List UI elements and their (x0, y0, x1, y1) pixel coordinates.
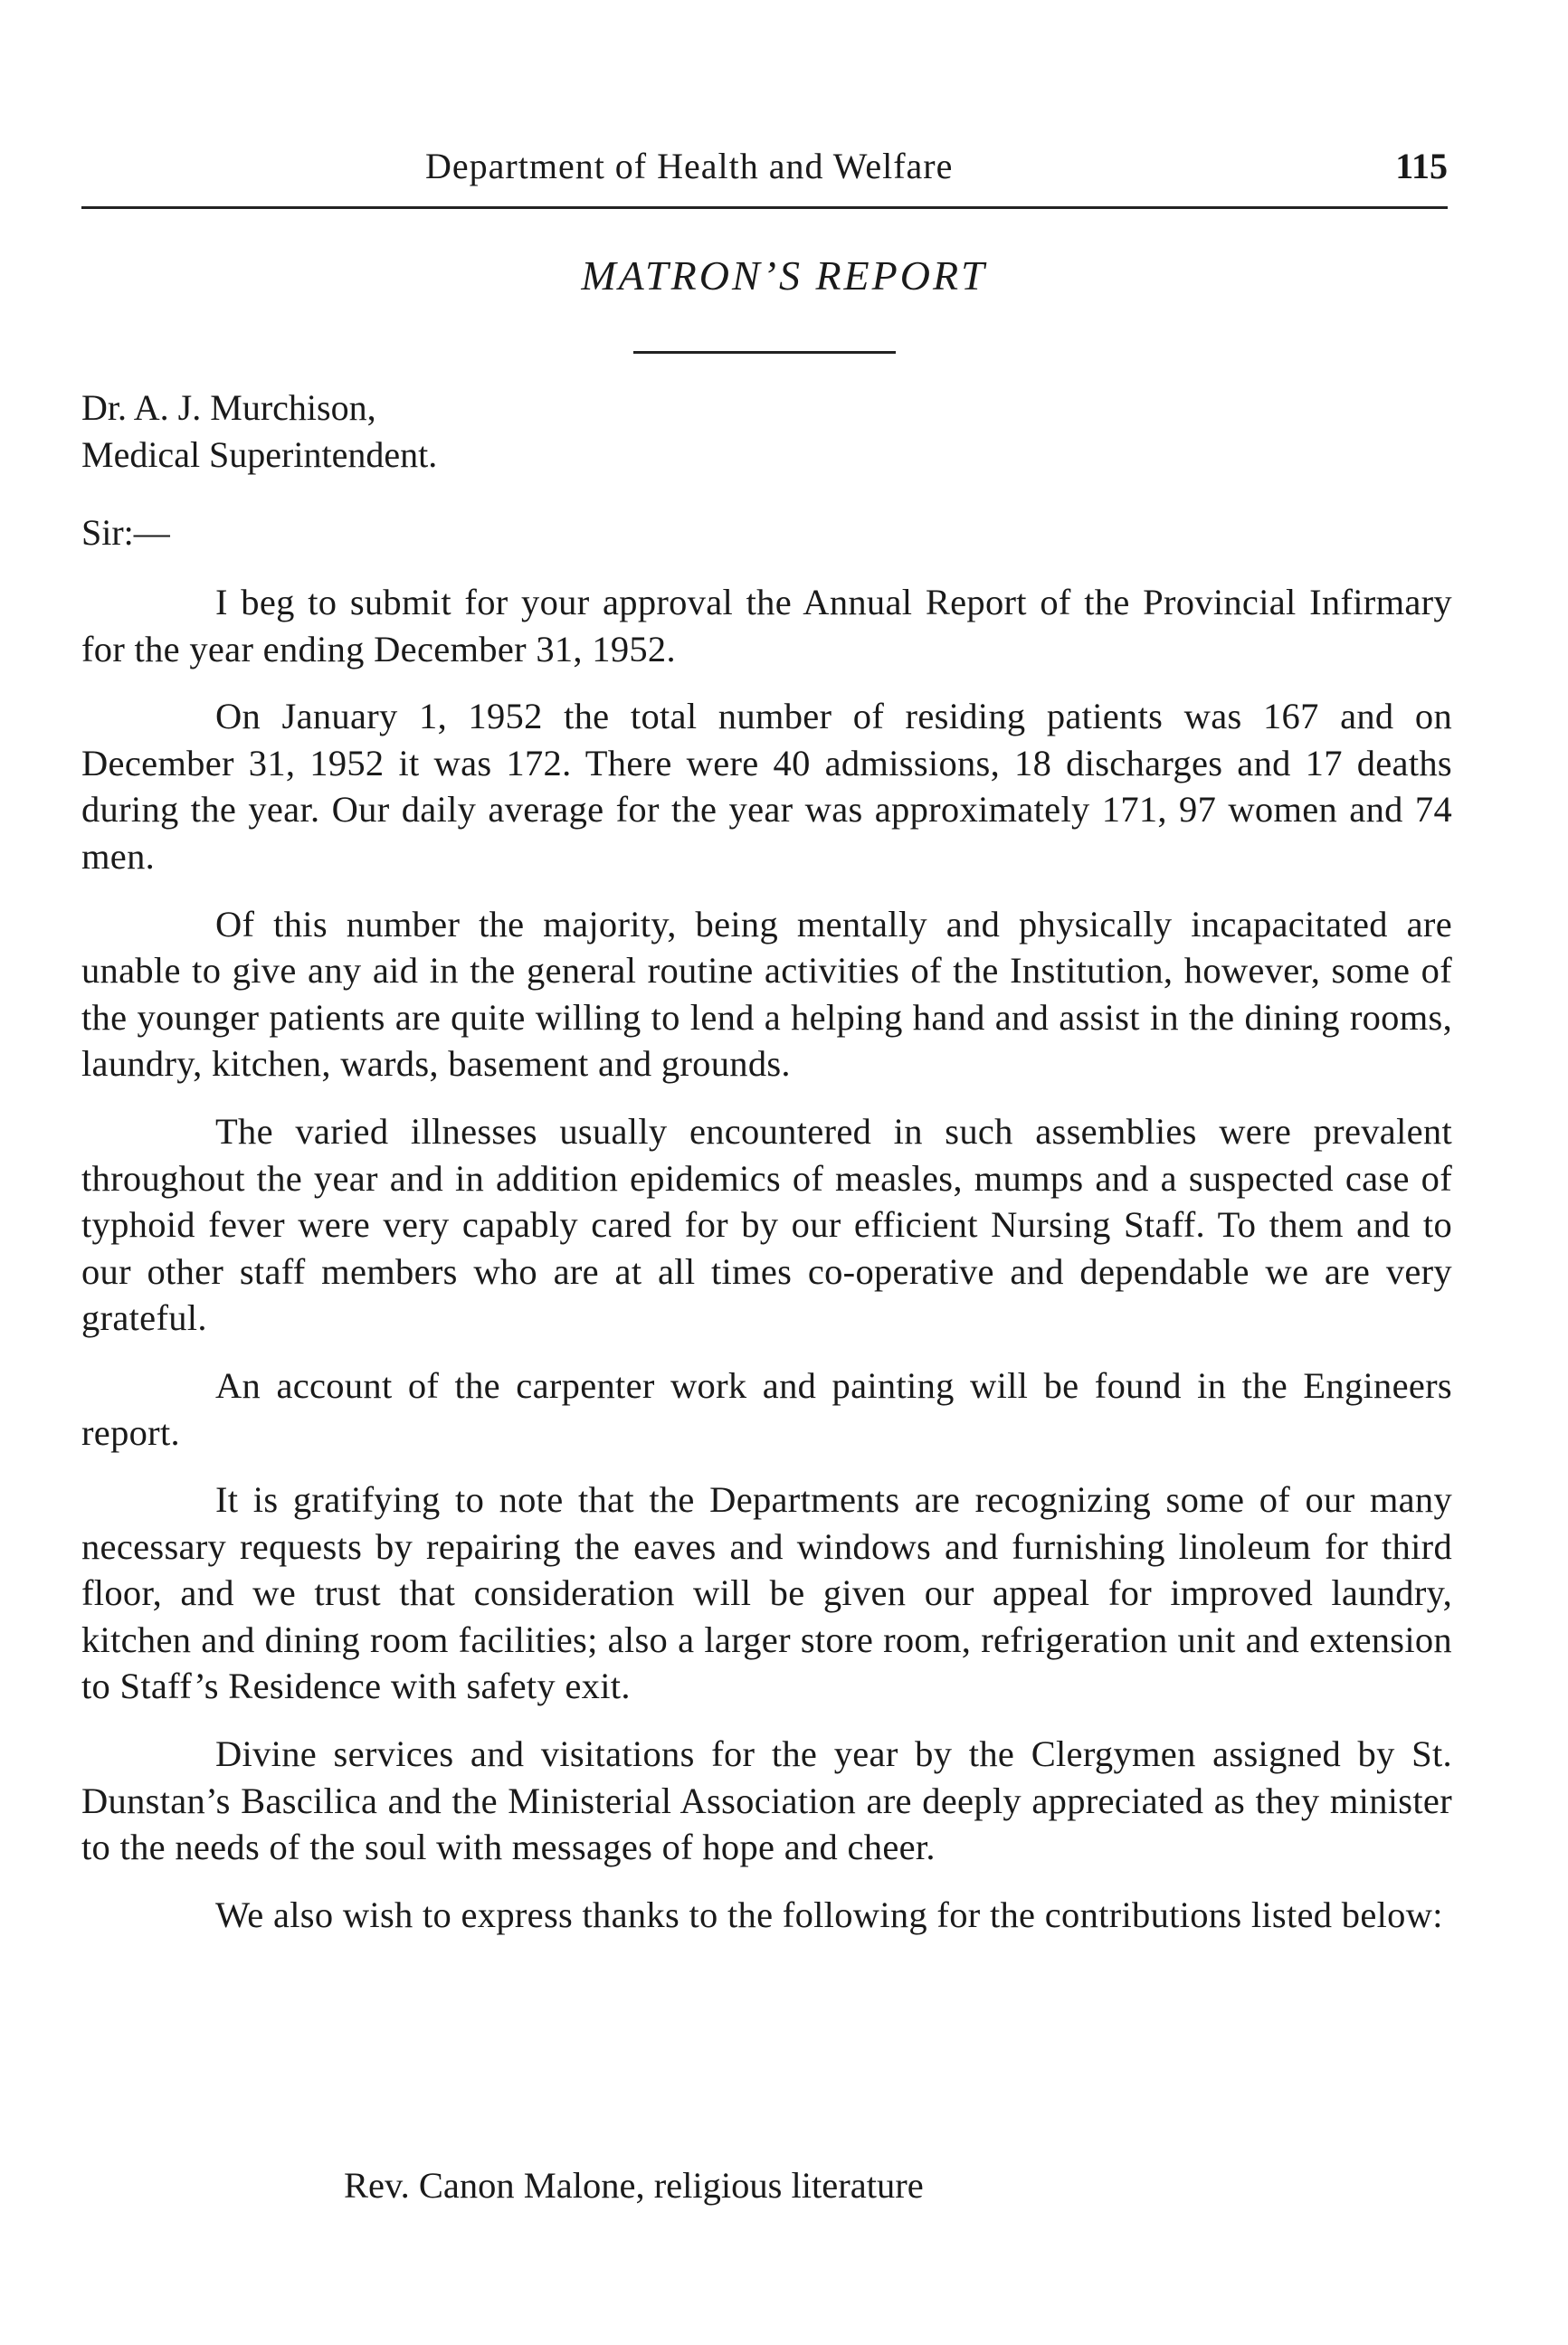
addressee-name: Dr. A. J. Murchison, (81, 387, 376, 428)
running-header (81, 145, 1448, 199)
paragraph: I beg to submit for your approval the Annual Report of the Provincial Infirmary for the year ending December 31, 1952. (81, 582, 1452, 669)
paragraph: On January 1, 1952 the total number of residing patients was 167 and on December 31, 1952 it was 172. There were 40 admissions, 18 discharges and 17 deaths during the year. Our daily average for the year was approximately 171, 97 women and 74 men. (81, 696, 1452, 877)
report-body (81, 579, 1452, 1959)
paragraph: We also wish to express thanks to the following for the contributions listed below: (215, 1894, 1443, 1935)
header-rule (81, 206, 1448, 209)
paragraph: It is gratifying to note that the Departments are recognizing some of our many necessary requests by repairing the eaves and windows and furnishing linoleum for third floor, and we trust that consideration will be given our appeal for improved laundry, kitchen and dining room facilities; also a larger store room, refrigeration unit and extension to Staff’s Residence with safety exit. (81, 1479, 1452, 1707)
page-number: 115 (1395, 146, 1448, 186)
paragraph: Of this number the majority, being mentally and physically incapacitated are unable to give any aid in the general routine activities of the Institution, however, some of the younger patients are quite willing to lend a helping hand and assist in the dining rooms, laundry, kitchen, wards, basement and grounds. (81, 903, 1452, 1085)
paragraph: The varied illnesses usually encountered in such assemblies were prevalent throughout the year and in addition epidemics of measles, mumps and a suspected case of typhoid fever were very capably cared for by our efficient Nursing Staff. To them and to our other staff members who are at all times co-operative and dependable we are very grateful. (81, 1110, 1452, 1339)
report-title: MATRON’S REPORT (581, 252, 987, 299)
addressee-block (81, 385, 437, 479)
title-rule (633, 351, 896, 354)
contribution-item: Rev. Canon Malone, religious literature (344, 2165, 924, 2206)
contributions-list (344, 2162, 924, 2209)
running-title: Department of Health and Welfare (425, 146, 954, 186)
salutation: Sir:— (81, 512, 170, 553)
paragraph: Divine services and visitations for the year by the Clergymen assigned by St. Dunstan’s Bascilica and the Ministerial Association are deeply appreciated as they minister to the needs of the soul with messages of hope and cheer. (81, 1733, 1452, 1868)
addressee-position: Medical Superintendent. (81, 434, 438, 475)
paragraph: An account of the carpenter work and painting will be found in the Engineers report. (81, 1364, 1452, 1453)
